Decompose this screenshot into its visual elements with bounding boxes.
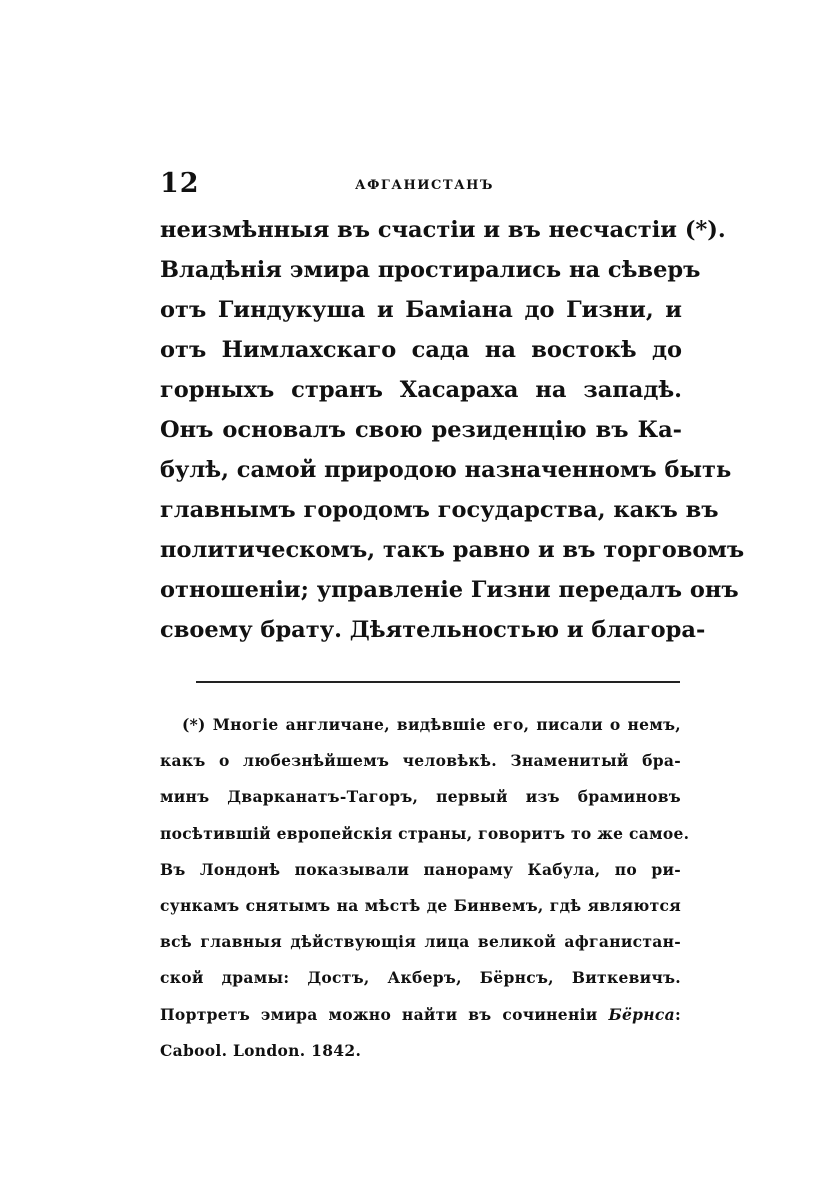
footnote-punctuation: : <box>674 1004 681 1024</box>
main-text-line: политическомъ, такъ равно и въ торговомъ <box>160 537 745 563</box>
main-text-line: неизмѣнныя въ счастіи и въ несчастіи (*). <box>160 217 726 243</box>
footnote-italic-author: Бёрнса <box>608 1004 675 1024</box>
footnote-text: Портретъ эмира можно найти въ сочиненіи <box>160 1004 598 1024</box>
footnote-line: Въ Лондонѣ показывали панораму Кабула, по ри- <box>160 859 681 879</box>
main-text-line: отъ Нимлахскаго сада на востокѣ до <box>160 337 682 363</box>
page-number: 12 <box>160 168 200 199</box>
main-text-line: отъ Гиндукуша и Баміана до Гизни, и <box>160 297 682 323</box>
footnote-line-with-italic <box>160 997 681 1033</box>
running-title: АФГАНИСТАНЪ <box>355 178 494 193</box>
footnote-line: посѣтившій европейскія страны, говоритъ то же самое. <box>160 823 690 843</box>
main-text-line: булѣ, самой природою назначенномъ быть <box>160 457 732 483</box>
footnote-line: ской драмы: Достъ, Акберъ, Бёрнсъ, Виткевичъ. <box>160 968 681 988</box>
footnote-line: минъ Дварканатъ-Тагоръ, первый изъ браминовъ <box>160 787 681 807</box>
main-text-line: своему брату. Дѣятельностью и благора- <box>160 617 706 643</box>
footnote-divider <box>196 681 680 683</box>
main-text-line: отношеніи; управленіе Гизни передалъ онъ <box>160 577 739 603</box>
footnote-line: всѣ главныя дѣйствующія лица великой афганистан- <box>160 932 681 952</box>
footnote-block <box>160 707 690 1069</box>
page-header <box>160 168 680 204</box>
main-text-block <box>160 210 745 650</box>
footnote-line: какъ о любезнѣйшемъ человѣкѣ. Знаменитый бра- <box>160 751 681 771</box>
main-text-line: горныхъ странъ Хасараха на западѣ. <box>160 377 682 403</box>
main-text-line: Владѣнія эмира простирались на сѣверъ <box>160 257 701 283</box>
main-text-line: Онъ основалъ свою резиденцію въ Ка- <box>160 417 682 443</box>
footnote-line: Cabool. London. 1842. <box>160 1040 362 1060</box>
footnote-line: сункамъ снятымъ на мѣстѣ де Бинвемъ, гдѣ являются <box>160 896 681 916</box>
footnote-line: (*) Многіе англичане, видѣвшіе его, писали о немъ, <box>182 715 681 734</box>
main-text-line: главнымъ городомъ государства, какъ въ <box>160 497 719 523</box>
